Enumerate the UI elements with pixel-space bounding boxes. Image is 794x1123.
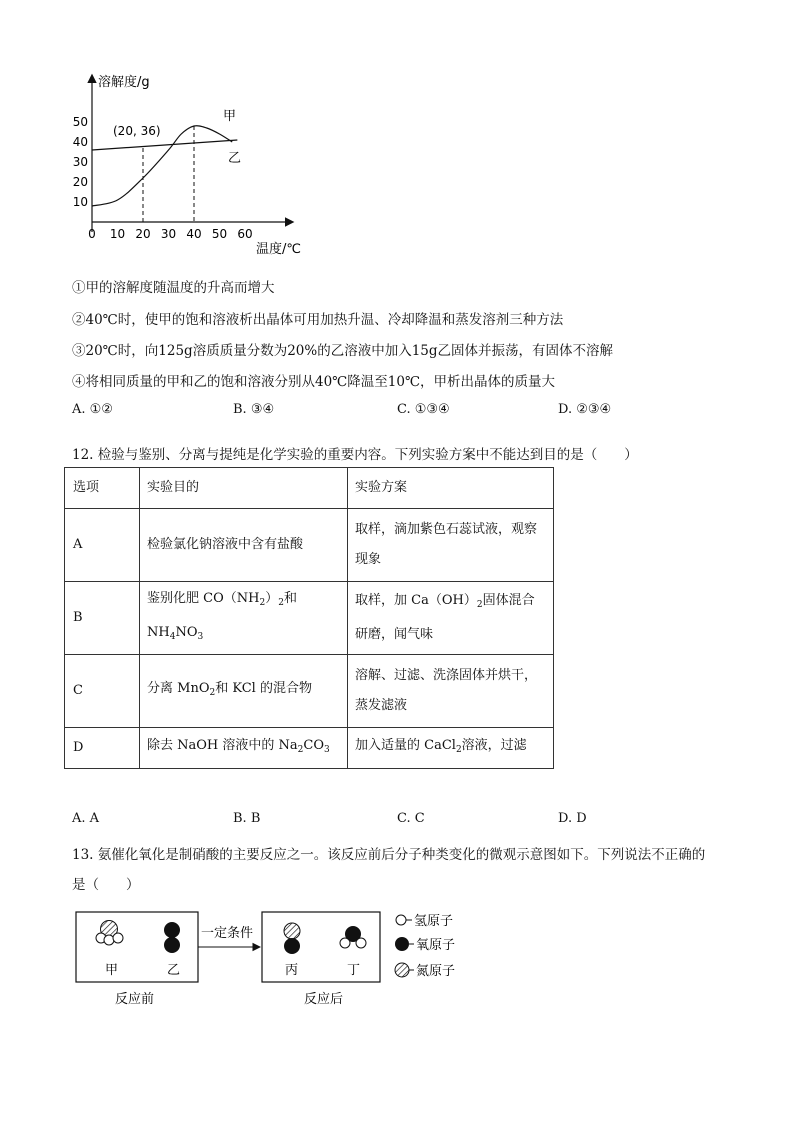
table-row	[65, 509, 554, 582]
ammonia-molecule	[96, 921, 123, 946]
y-tick-label: 10	[72, 195, 88, 209]
reaction-diagram	[60, 900, 490, 1015]
x-tick-label: 20	[135, 227, 151, 241]
statement-2: ②40℃时，使甲的饱和溶液析出晶体可用加热升温、冷却降温和蒸发溶剂三种方法	[72, 312, 564, 328]
row-c-option: C	[65, 655, 140, 728]
svg-text:氢原子: 氢原子	[414, 914, 454, 929]
point-annotation: (20, 36)	[113, 124, 161, 138]
statement-3: ③20℃时，向125g溶质质量分数为20%的乙溶液中加入15g乙固体并振荡，有固体不溶解	[72, 343, 614, 359]
no-molecule	[284, 923, 300, 954]
table-row	[65, 582, 554, 655]
table-row	[65, 655, 554, 728]
label-jia: 甲	[105, 963, 119, 978]
x-tick-label: 50	[211, 227, 228, 241]
q12-option-b[interactable]: B. B	[233, 811, 261, 826]
row-b-plan-line1: 取样，加 $Ca(OH)_2$固体混合	[355, 593, 535, 610]
label-before: 反应前	[115, 992, 155, 1007]
x-axis-label: 温度/℃	[256, 242, 301, 257]
legend-oxygen	[395, 937, 455, 953]
x-tick-label: 60	[237, 227, 253, 241]
row-d-option: D	[65, 728, 140, 769]
row-b-plan	[348, 582, 554, 655]
row-b-goal-line2: $NH_4NO_3$	[147, 625, 204, 642]
q11-option-c[interactable]: C. ①③④	[397, 402, 450, 417]
row-b-goal	[140, 582, 348, 655]
row-d-plan: 加入适量的 CaCl$_2$溶液，过滤	[348, 728, 554, 769]
q13-stem-line2: 是（ ）	[72, 877, 140, 893]
statement-1: ①甲的溶解度随温度的升高而增大	[72, 280, 275, 296]
y-tick-label: 30	[72, 155, 88, 169]
reaction-condition: 一定条件	[201, 926, 254, 941]
label-after: 反应后	[304, 992, 344, 1007]
q11-option-d[interactable]: D. ②③④	[558, 402, 612, 417]
row-a-goal: 检验氯化钠溶液中含有盐酸	[140, 509, 348, 582]
label-bing: 丙	[285, 963, 299, 978]
row-c-plan-line1: 溶解、过滤、洗涤固体并烘干，	[355, 668, 538, 683]
row-a-plan-line2: 现象	[355, 552, 382, 567]
experiment-table	[64, 467, 554, 769]
series-jia-label: 甲	[223, 109, 237, 124]
label-yi: 乙	[167, 963, 181, 978]
row-b-option: B	[65, 582, 140, 655]
q11-option-b[interactable]: B. ③④	[233, 402, 275, 417]
header-goal: 实验目的	[140, 468, 348, 509]
header-option: 选项	[65, 468, 140, 509]
y-tick-label: 20	[72, 175, 88, 189]
x-tick-label: 40	[186, 227, 202, 241]
y-tick-label: 40	[72, 135, 88, 149]
water-molecule	[340, 926, 366, 948]
label-ding: 丁	[347, 963, 361, 978]
row-a-plan	[348, 509, 554, 582]
series-yi-curve	[92, 140, 237, 150]
q12-option-c[interactable]: C. C	[397, 811, 425, 826]
x-tick-label: 30	[160, 227, 177, 241]
table-header-row	[65, 468, 554, 509]
q13-stem-line1: 13. 氨催化氧化是制硝酸的主要反应之一。该反应前后分子种类变化的微观示意图如下。下列说法不正确的	[72, 847, 706, 863]
q12-option-a[interactable]: A. A	[72, 811, 100, 826]
y-tick-label: 50	[72, 115, 88, 129]
q11-option-a[interactable]: A. ①②	[72, 402, 113, 417]
row-b-plan-line2: 研磨，闻气味	[355, 627, 434, 642]
row-c-plan-line2: 蒸发滤液	[355, 698, 408, 713]
row-a-option: A	[65, 509, 140, 582]
header-plan: 实验方案	[348, 468, 554, 509]
row-c-plan	[348, 655, 554, 728]
row-b-goal-line1: 鉴别化肥 $CO(NH_2)_2$和	[147, 591, 297, 608]
x-tick-label: 0	[88, 227, 96, 241]
svg-text:氮原子: 氮原子	[416, 964, 456, 979]
svg-text:氧原子: 氧原子	[416, 938, 456, 953]
q12-option-d[interactable]: D. D	[558, 811, 587, 826]
table-row	[65, 728, 554, 769]
statement-4: ④将相同质量的甲和乙的饱和溶液分别从40℃降温至10℃，甲析出晶体的质量大	[72, 374, 556, 390]
oxygen-molecule	[164, 922, 180, 953]
solubility-chart	[60, 62, 310, 262]
legend-nitrogen	[395, 963, 455, 979]
legend-hydrogen	[396, 914, 453, 929]
y-axis-label: 溶解度/g	[98, 75, 150, 90]
series-yi-label: 乙	[228, 151, 242, 166]
q12-stem: 12. 检验与鉴别、分离与提纯是化学实验的重要内容。下列实验方案中不能达到目的是（ ）	[72, 447, 638, 463]
row-d-goal: 除去 NaOH 溶液中的 $Na_2CO_3$	[140, 728, 348, 769]
row-a-plan-line1: 取样，滴加紫色石蕊试液，观察	[355, 522, 538, 537]
row-c-goal: 分离 MnO$_2$和 KCl 的混合物	[140, 655, 348, 728]
x-tick-label: 10	[109, 227, 126, 241]
